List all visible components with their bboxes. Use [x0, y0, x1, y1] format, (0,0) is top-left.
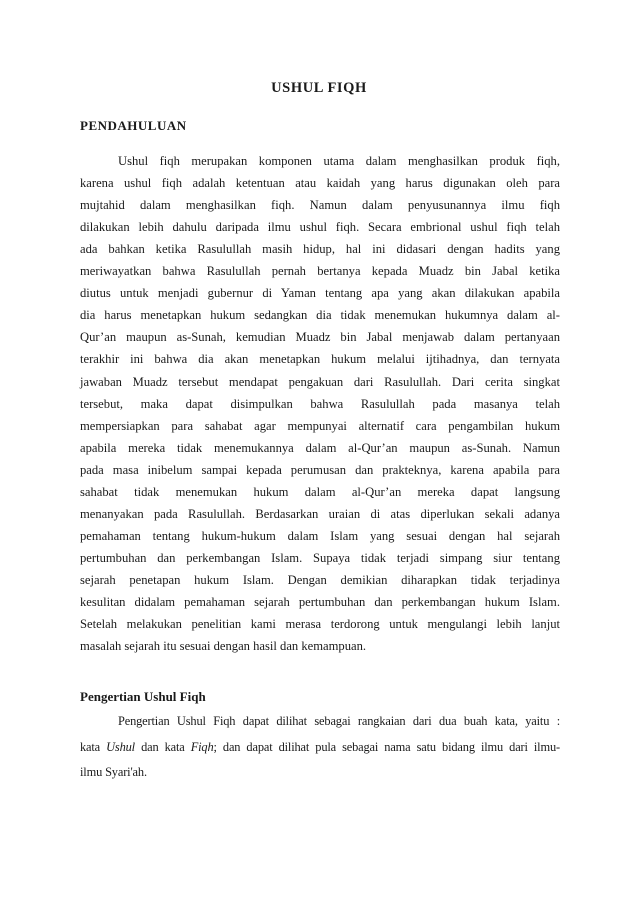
- paragraph-line: ilmu Syari'ah.: [80, 765, 147, 779]
- italic-term-ushul: Ushul: [106, 740, 135, 754]
- paragraph-line: Pengertian Ushul Fiqh dapat dilihat sebagai rangkaian dari dua buah kata, yaitu :: [118, 714, 560, 728]
- paragraph-line: Ushul fiqh merupakan komponen utama dalam menghasilkan produk fiqh,: [118, 154, 560, 168]
- section-heading-pengertian: Pengertian Ushul Fiqh: [80, 689, 206, 704]
- paragraph-line: kesulitan didalam pemahaman sejarah pertumbuhan dan perkembangan hukum Islam.: [80, 595, 560, 609]
- paragraph-line: diutus untuk menjadi gubernur di Yaman tentang apa yang akan dilakukan apabila: [80, 286, 560, 301]
- paragraph-line: sejarah penetapan hukum Islam. Dengan demikian diharapkan tidak terjadinya: [80, 572, 560, 587]
- italic-term-fiqh: Fiqh: [190, 740, 214, 754]
- document-title: USHUL FIQH: [271, 80, 367, 96]
- paragraph-line: pada masa inibelum sampai kepada perumusan dan prakteknya, karena apabila para: [80, 462, 560, 477]
- text-run: dan kata: [134, 740, 191, 754]
- paragraph-line: pertumbuhan dan perkembangan Islam. Supaya tidak terjadi simpang siur tentang: [80, 550, 560, 565]
- paragraph-line: masalah sejarah itu sesuai dengan hasil dan kemampuan.: [80, 639, 367, 654]
- paragraph-line: pemahaman tentang hukum-hukum dalam Islam yang sesuai dengan hal sejarah: [80, 528, 560, 543]
- paragraph-line: Setelah melakukan penelitian kami merasa terdorong untuk mengulangi lebih lanjut: [80, 617, 560, 632]
- paragraph-line: tersebut, maka dapat disimpulkan bahwa Rasulullah pada masanya telah: [80, 396, 560, 411]
- paragraph-line: mempersiapkan para sahabat agar mempunyai alternatif cara pengambilan hukum: [80, 418, 560, 433]
- paragraph-line: apabila mereka tidak menemukannya dalam al-Qur’an maupun as-Sunah. Namun: [80, 440, 560, 455]
- paragraph-line: mujtahid dalam menghasilkan fiqh. Namun dalam penyusunannya ilmu fiqh: [80, 198, 560, 213]
- paragraph-line: Qur’an maupun as-Sunah, kemudian Muadz bin Jabal menjawab dalam pertanyaan: [80, 330, 560, 345]
- paragraph-line: meriwayatkan bahwa Rasulullah pernah bertanya kepada Muadz bin Jabal ketika: [80, 264, 560, 279]
- paragraph-line: dilakukan lebih dahulu daripada ilmu ushul fiqh. Secara embrional ushul fiqh telah: [80, 220, 560, 235]
- paragraph-line: karena ushul fiqh adalah ketentuan atau kaidah yang harus digunakan oleh para: [80, 176, 560, 191]
- paragraph-line: sahabat tidak menemukan hukum dalam al-Qur’an mereka dapat langsung: [80, 484, 560, 499]
- paragraph-line: ada bahkan ketika Rasulullah masih hidup, hal ini didasari dengan hadits yang: [80, 242, 560, 257]
- paragraph-line: dia harus menetapkan hukum sedangkan dia tidak menemukan hukumnya dalam al-: [80, 308, 560, 323]
- paragraph-line: [80, 736, 560, 758]
- text-run: kata: [80, 740, 107, 754]
- paragraph-line: menanyakan pada Rasulullah. Berdasarkan uraian di atas diperlukan sekali adanya: [80, 506, 560, 521]
- text-run: ; dan dapat dilihat pula sebagai nama satu bidang ilmu dari ilmu-: [213, 740, 560, 754]
- paragraph-line: terakhir ini bahwa dia akan menetapkan hukum melalui ijtihadnya, dan ternyata: [80, 352, 560, 367]
- section-heading-pendahuluan: PENDAHULUAN: [80, 118, 187, 133]
- paragraph-line: jawaban Muadz tersebut mendapat pengakuan dari Rasulullah. Dari cerita singkat: [80, 374, 560, 389]
